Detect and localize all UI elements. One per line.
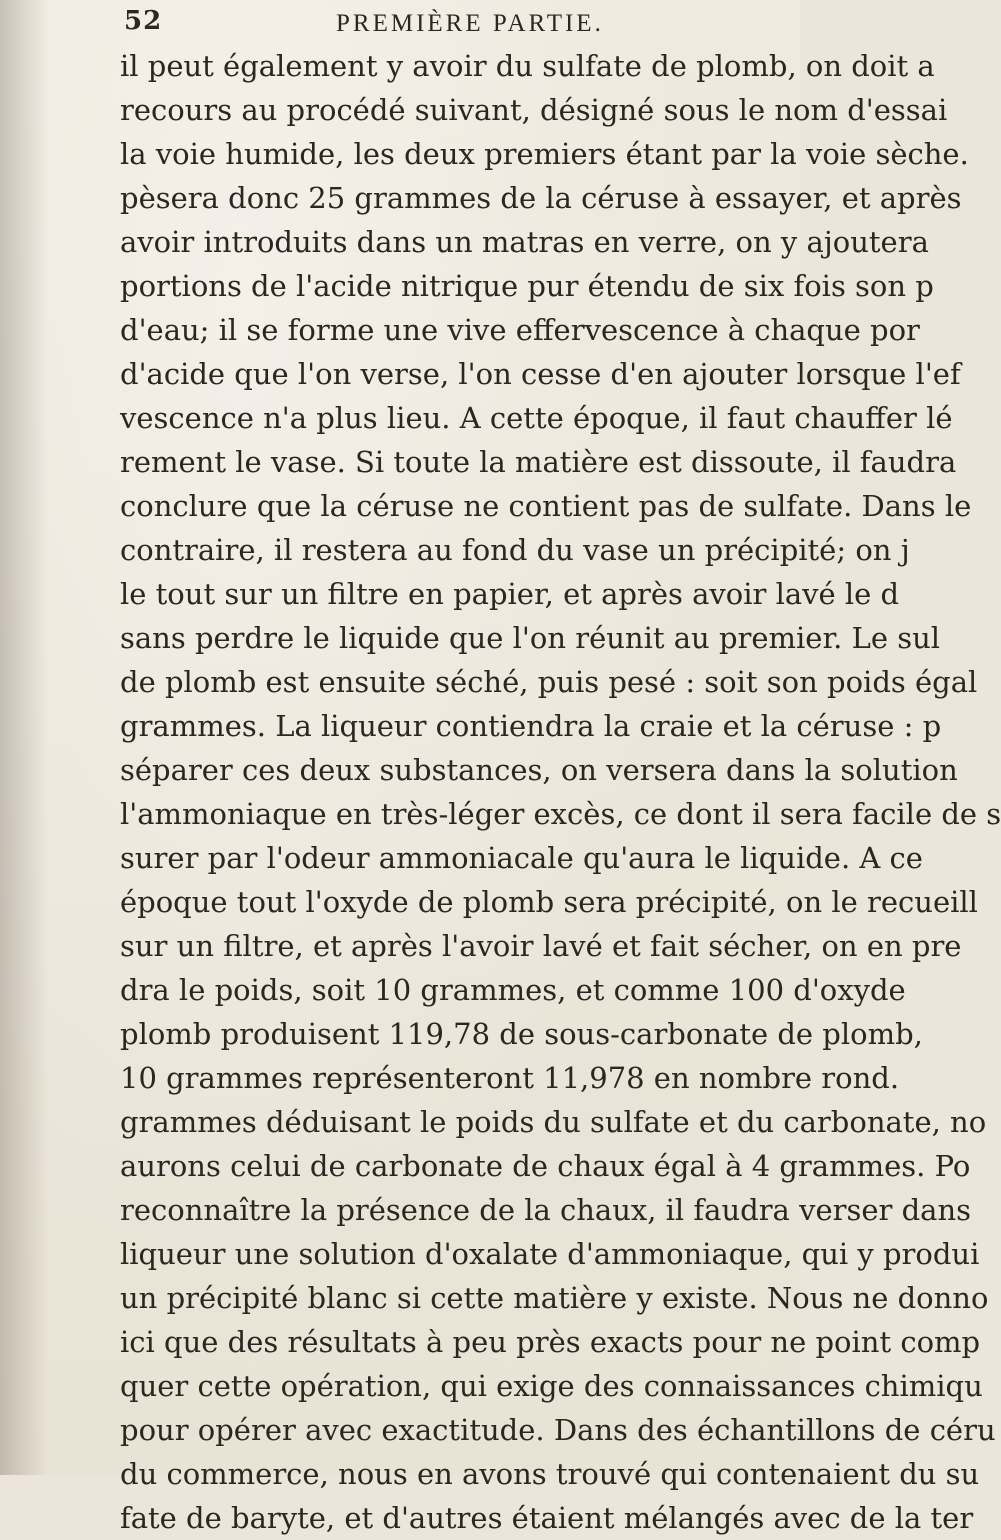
text-line: ici que des résultats à peu près exacts pour ne point comp	[120, 1325, 981, 1359]
text-line: du commerce, nous en avons trouvé qui contenaient du su	[120, 1457, 980, 1491]
page-gutter-shadow	[0, 0, 48, 1475]
text-line: époque tout l'oxyde de plomb sera précipité, on le recueill	[120, 885, 978, 919]
text-line: vescence n'a plus lieu. A cette époque, il faut chauffer lé	[120, 401, 953, 435]
text-line: 10 grammes représenteront 11,978 en nombre rond.	[120, 1061, 900, 1095]
text-line: recours au procédé suivant, désigné sous le nom d'essai	[120, 93, 948, 127]
text-line: de plomb est ensuite séché, puis pesé : soit son poids égal	[120, 665, 978, 699]
text-line: grammes. La liqueur contiendra la craie et la céruse : p	[120, 709, 942, 743]
text-line: aurons celui de carbonate de chaux égal à 4 grammes. Po	[120, 1149, 971, 1183]
text-line: conclure que la céruse ne contient pas de sulfate. Dans le	[120, 489, 972, 523]
text-line: contraire, il restera au fond du vase un précipité; on j	[120, 533, 910, 567]
text-line: reconnaître la présence de la chaux, il faudra verser dans	[120, 1193, 972, 1227]
text-line: plomb produisent 119,78 de sous-carbonate de plomb,	[120, 1017, 923, 1051]
text-line: l'ammoniaque en très-léger excès, ce dont il sera facile de s	[120, 797, 1001, 831]
text-line: grammes déduisant le poids du sulfate et du carbonate, no	[120, 1105, 987, 1139]
text-line: fate de baryte, et d'autres étaient mélangés avec de la ter	[120, 1501, 974, 1535]
text-line: pèsera donc 25 grammes de la céruse à essayer, et après	[120, 181, 962, 215]
text-line: dra le poids, soit 10 grammes, et comme 100 d'oxyde	[120, 973, 906, 1007]
text-line: d'eau; il se forme une vive effervescence à chaque por	[120, 313, 920, 347]
text-line: la voie humide, les deux premiers étant par la voie sèche.	[120, 137, 969, 171]
text-line: surer par l'odeur ammoniacale qu'aura le liquide. A ce	[120, 841, 923, 875]
text-line: il peut également y avoir du sulfate de plomb, on doit a	[120, 49, 935, 83]
text-line: avoir introduits dans un matras en verre, on y ajoutera	[120, 225, 929, 259]
text-line: liqueur une solution d'oxalate d'ammoniaque, qui y produi	[120, 1237, 980, 1271]
body-text	[120, 44, 1001, 1535]
text-line: sans perdre le liquide que l'on réunit au premier. Le sul	[120, 621, 941, 655]
running-head: PREMIÈRE PARTIE.	[336, 10, 604, 37]
text-line: sur un filtre, et après l'avoir lavé et fait sécher, on en pre	[120, 929, 962, 963]
text-line: le tout sur un filtre en papier, et après avoir lavé le d	[120, 577, 900, 611]
text-line: portions de l'acide nitrique pur étendu de six fois son p	[120, 269, 934, 303]
text-line: rement le vase. Si toute la matière est dissoute, il faudra	[120, 445, 957, 479]
text-line: d'acide que l'on verse, l'on cesse d'en ajouter lorsque l'ef	[120, 357, 961, 391]
text-line: pour opérer avec exactitude. Dans des échantillons de céru	[120, 1413, 996, 1447]
text-line: quer cette opération, qui exige des connaissances chimiqu	[120, 1369, 983, 1403]
page-header	[124, 6, 800, 46]
page-number: 52	[124, 6, 163, 36]
text-line: un précipité blanc si cette matière y existe. Nous ne donno	[120, 1281, 989, 1315]
text-line: séparer ces deux substances, on versera dans la solution	[120, 753, 958, 787]
